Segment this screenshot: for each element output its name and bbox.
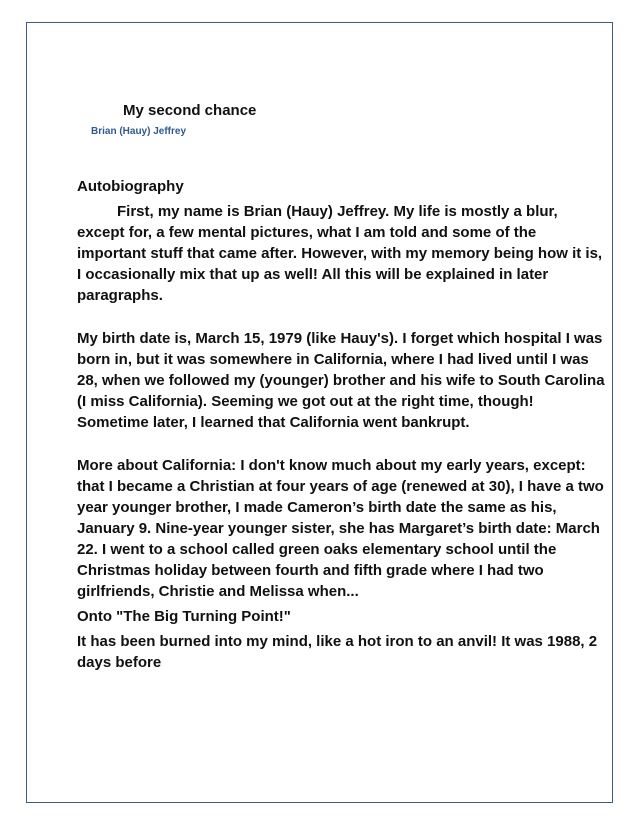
- paragraph-intro: First, my name is Brian (Hauy) Jeffrey. My life is mostly a blur, except for, a few mental pictures, what I am told and some of the important stuff that came after. However, with my memory being how it is, I occasionally mix that up as well! All this will be explained in later paragraphs.: [77, 203, 603, 304]
- document-page: [26, 22, 613, 803]
- section-heading: Autobiography: [77, 178, 184, 195]
- document-title: My second chance: [123, 102, 257, 119]
- document-body: [77, 176, 607, 673]
- paragraph-turning-point-heading: Onto "The Big Turning Point!": [77, 608, 291, 625]
- paragraph-birth: My birth date is, March 15, 1979 (like Hauy's). I forget which hospital I was born in, but it was somewhere in California, where I had lived until I was 28, when we followed my (younger) brother and his wife to South Carolina (I miss California). Seeming we got out at the right time, though! Sometime later, I learned that California went bankrupt.: [77, 330, 605, 431]
- paragraph-turning-point: It has been burned into my mind, like a hot iron to an anvil! It was 1988, 2 days before: [77, 633, 598, 671]
- paragraph-california: More about California: I don't know much about my early years, except: that I became a Christian at four years of age (renewed at 30), I have a two year younger brother, I made Cameron’s birth date the same as his, January 9. Nine-year younger sister, she has Margaret’s birth date: March 22. I went to a school called green oaks elementary school until the Christmas holiday between fourth and fifth grade where I had two girlfriends, Christie and Melissa when...: [77, 457, 604, 600]
- document-author: Brian (Hauy) Jeffrey: [91, 126, 187, 137]
